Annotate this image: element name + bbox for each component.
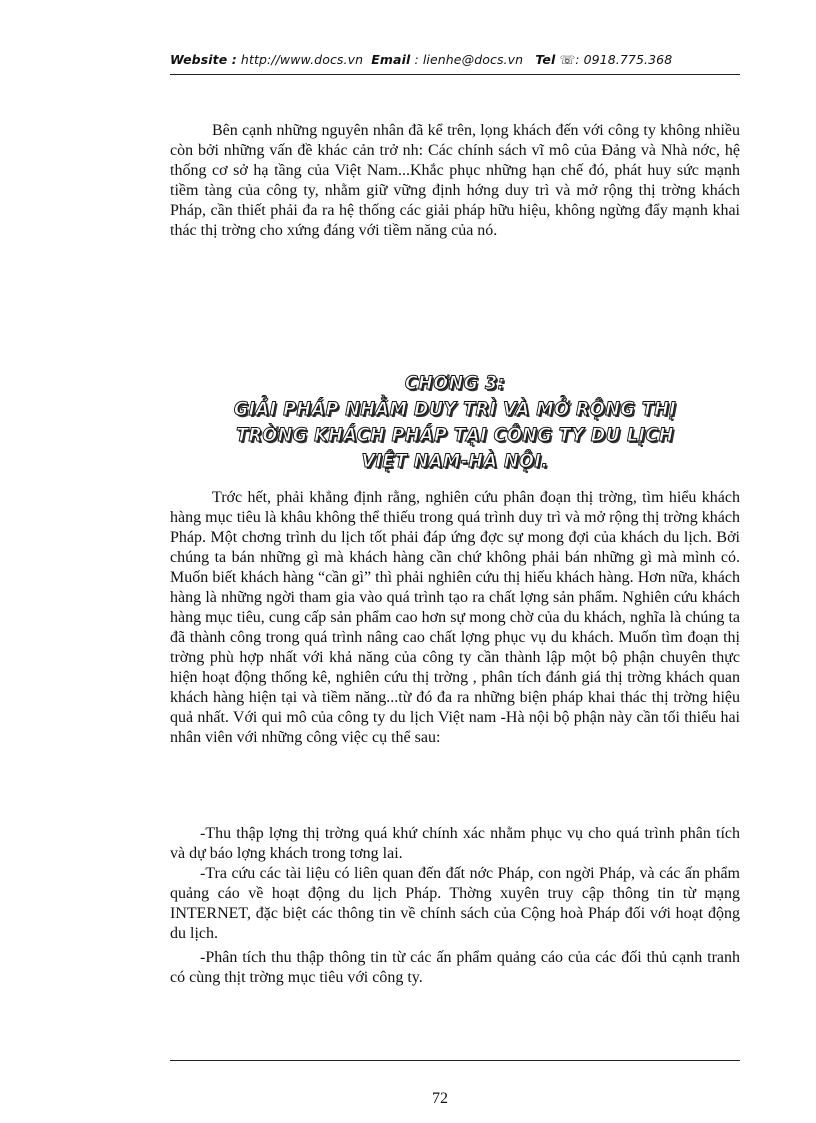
header-divider: [170, 74, 740, 75]
website-url[interactable]: http://www.docs.vn: [240, 52, 364, 67]
chapter-number: CHƠNG 3:: [404, 372, 506, 394]
page-header: [170, 52, 740, 67]
website-label: Website :: [170, 52, 237, 67]
task-item-1: -Thu thập lợng thị trờng quá khứ chính xác nhằm phục vụ cho quá trình phân tích và dự báo lợng khách trong tơng lai.: [170, 825, 740, 862]
phone-icon: ☏: [559, 52, 576, 67]
footer-divider: [170, 1060, 740, 1061]
email-value[interactable]: : lienhe@docs.vn: [414, 52, 524, 67]
task-item-2: -Tra cứu các tài liệu có liên quan đến đất nớc Pháp, con ngời Pháp, và các ấn phẩm quảng cáo về hoạt động du lịch Pháp. Thờng xuyên truy cập thông tin từ mạng INTERNET, đặc biệt các thông tin về chính sách của Cộng hoà Pháp đối với hoạt động du lịch.: [170, 865, 740, 942]
chapter-title-line-3: VIỆT NAM-HÀ NỘI.: [361, 450, 549, 472]
body-paragraph: Trớc hết, phải khẳng định rằng, nghiên cứu phân đoạn thị trờng, tìm hiểu khách hàng mục tiêu là khâu không thể thiếu trong quá trình duy trì và mở rộng thị trờng khách Pháp. Một chơng trình du lịch tốt phải đáp ứng đợc sự mong đợi của khách du lịch. Bởi chúng ta bán những gì mà khách hàng cần chứ không phải bán những gì mà mình có. Muốn biết khách hàng “cần gì” thì phải nghiên cứu thị hiếu khách hàng. Hơn nữa, khách hàng là những ngời tham gia vào quá trình tạo ra chất lợng sản phẩm. Nghiên cứu khách hàng mục tiêu, cung cấp sản phẩm cao hơn sự mong chờ của du khách, nghĩa là chúng ta đã thành công trong quá trình nâng cao chất lợng phục vụ du khách. Muốn tìm đoạn thị trờng phù hợp nhất với khả năng của công ty cần thành lập một bộ phận chuyên thực hiện hoạt động thống kê, nghiên cứu thị trờng , phân tích đánh giá thị trờng khách quan khách hàng hiện tại và tiềm năng...từ đó đa ra những biện pháp khai thác thị trờng hiệu quả nhất. Với qui mô của công ty du lịch Việt nam -Hà nội bộ phận này cần tối thiểu hai nhân viên với những công việc cụ thể sau:: [170, 489, 740, 746]
chapter-title-line-2: TRỜNG KHÁCH PHÁP TẠI CÔNG TY DU LỊCH: [236, 424, 674, 446]
chapter-title-line-1: GIẢI PHÁP NHẰM DUY TRÌ VÀ MỞ RỘNG THỊ: [233, 398, 677, 420]
tel-label: Tel: [535, 52, 556, 67]
page-number: 72: [432, 1090, 448, 1107]
task-item-3: -Phân tích thu thập thông tin từ các ấn phẩm quảng cáo của các đối thủ cạnh tranh có cùng thịt trờng mục tiêu với công ty.: [170, 949, 740, 986]
email-label: Email: [371, 52, 411, 67]
intro-paragraph: Bên cạnh những nguyên nhân đã kể trên, lọng khách đến với công ty không nhiều còn bởi những vấn đề khác cản trở nh: Các chính sách vĩ mô của Đảng và Nhà nớc, hệ thống cơ sở hạ tầng của Việt Nam...Khắc phục những hạn chế đó, phát huy sức mạnh tiềm tàng của công ty, nhằm giữ vững định hớng duy trì và mở rộng thị trờng khách Pháp, cần thiết phải đa ra hệ thống các giải pháp hữu hiệu, không ngừng đẩy mạnh khai thác thị trờng cho xứng đáng với tiềm năng của nó.: [170, 122, 740, 239]
chapter-heading: [193, 370, 717, 474]
tel-value: : 0918.775.368: [575, 52, 673, 67]
